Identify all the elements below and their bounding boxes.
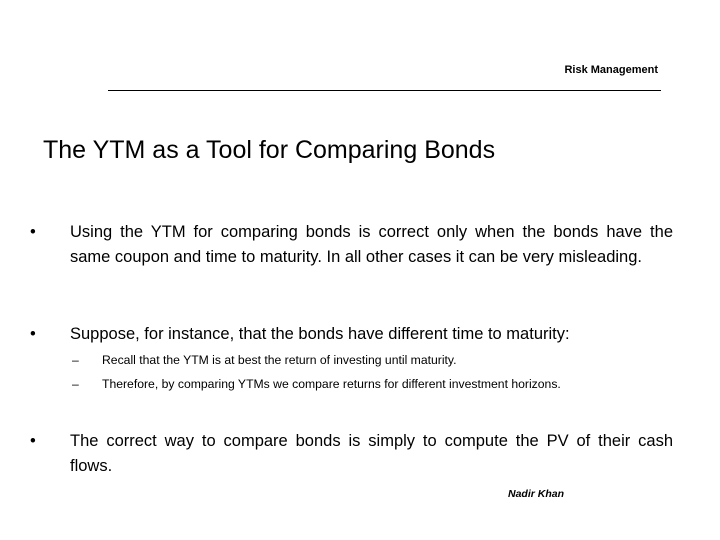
- sub-bullet-item: [72, 376, 672, 392]
- author-name: Nadir Khan: [508, 488, 565, 500]
- bullet-marker: •: [30, 325, 36, 343]
- bullet-text: The correct way to compare bonds is simply to compute the PV of their cash flows.: [70, 432, 673, 475]
- slide-title: The YTM as a Tool for Comparing Bonds: [43, 136, 496, 164]
- bullet-text: Using the YTM for comparing bonds is correct only when the bonds have the same coupon and time to maturity. In all other cases it can be very misleading.: [70, 223, 673, 266]
- bullet-item: [30, 429, 673, 479]
- sub-bullet-marker: –: [72, 353, 79, 367]
- header-label: Risk Management: [564, 64, 658, 76]
- sub-bullet-item: [72, 352, 672, 368]
- sub-bullet-marker: –: [72, 377, 79, 391]
- bullet-item: [30, 322, 673, 347]
- bullet-marker: •: [30, 432, 36, 450]
- header-divider: [108, 90, 661, 91]
- sub-bullet-text: Therefore, by comparing YTMs we compare returns for different investment horizons.: [102, 377, 561, 391]
- bullet-text: Suppose, for instance, that the bonds have different time to maturity:: [70, 325, 570, 343]
- sub-bullet-text: Recall that the YTM is at best the return of investing until maturity.: [102, 353, 457, 367]
- bullet-marker: •: [30, 223, 36, 241]
- bullet-item: [30, 220, 673, 270]
